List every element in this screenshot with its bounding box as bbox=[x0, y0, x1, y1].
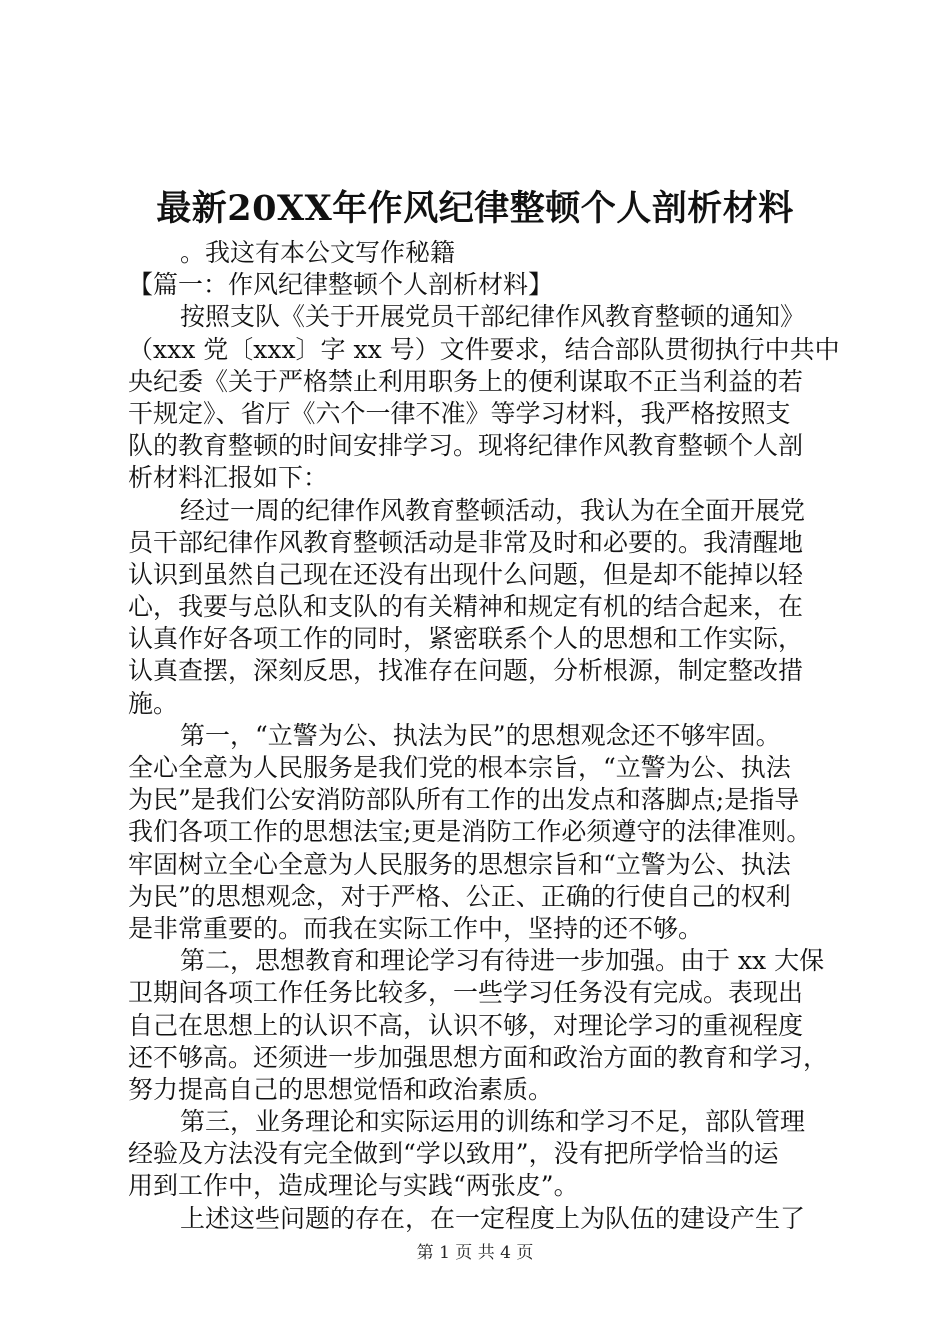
body-line: 经验及方法没有完全做到“学以致用”，没有把所学恰当的运 bbox=[128, 1139, 779, 1169]
body-line: 队的教育整顿的时间安排学习。现将纪律作风教育整顿个人剖 bbox=[128, 431, 804, 461]
body-line: 员干部纪律作风教育整顿活动是非常及时和必要的。我清醒地 bbox=[128, 527, 804, 557]
document-title: 最新20XX年作风纪律整顿个人剖析材料 bbox=[156, 188, 794, 229]
body-line: 央纪委《关于严格禁止利用职务上的便利谋取不正当利益的若 bbox=[128, 366, 804, 396]
body-line: 认识到虽然自己现在还没有出现什么问题，但是却不能掉以轻 bbox=[128, 559, 804, 589]
body-line: 全心全意为人民服务是我们党的根本宗旨，“立警为公、执法 bbox=[128, 753, 791, 782]
body-line: 施。 bbox=[128, 688, 179, 718]
body-line: 干规定》、省厅《六个一律不准》等学习材料，我严格按照支 bbox=[128, 398, 791, 428]
body-line: 卫期间各项工作任务比较多，一些学习任务没有完成。表现出 bbox=[128, 978, 804, 1008]
body-line: 为民”是我们公安消防部队所有工作的出发点和落脚点;是指导 bbox=[128, 785, 800, 815]
body-line: 第一，“立警为公、执法为民”的思想观念还不够牢固。 bbox=[180, 720, 781, 750]
body-line: 按照支队《关于开展党员干部纪律作风教育整顿的通知》 bbox=[180, 302, 806, 332]
page-number-footer: 第 1 页 共 4 页 bbox=[416, 1243, 534, 1263]
body-line: （xxx 党〔xxx〕字 xx 号）文件要求，结合部队贯彻执行中共中 bbox=[128, 334, 840, 364]
body-line: 我们各项工作的思想法宝;更是消防工作必须遵守的法律准则。 bbox=[128, 817, 812, 847]
body-line: 还不够高。还须进一步加强思想方面和政治方面的教育和学习， bbox=[128, 1042, 829, 1072]
body-line: 析材料汇报如下： bbox=[128, 463, 329, 493]
body-line: 心，我要与总队和支队的有关精神和规定有机的结合起来，在 bbox=[128, 592, 804, 622]
body-line: 经过一周的纪律作风教育整顿活动，我认为在全面开展党 bbox=[180, 495, 806, 525]
body-line: 为民”的思想观念，对于严格、公正、正确的行使自己的权利 bbox=[128, 881, 791, 911]
body-line: 自己在思想上的认识不高，认识不够，对理论学习的重视程度 bbox=[128, 1010, 804, 1040]
document-body bbox=[128, 237, 840, 1235]
body-line: 【篇一：作风纪律整顿个人剖析材料】 bbox=[128, 270, 554, 300]
body-line: 第三，业务理论和实际运用的训练和学习不足，部队管理 bbox=[180, 1107, 806, 1137]
body-line: 。我这有本公文写作秘籍 bbox=[180, 238, 456, 267]
body-line: 牢固树立全心全意为人民服务的思想宗旨和“立警为公、执法 bbox=[128, 849, 791, 879]
body-line: 认真作好各项工作的同时，紧密联系个人的思想和工作实际， bbox=[128, 624, 804, 654]
body-line: 是非常重要的。而我在实际工作中，坚持的还不够。 bbox=[128, 913, 704, 943]
body-line: 第二，思想教育和理论学习有待进一步加强。由于 xx 大保 bbox=[180, 946, 825, 976]
body-line: 上述这些问题的存在，在一定程度上为队伍的建设产生了 bbox=[180, 1203, 806, 1233]
body-line: 用到工作中，造成理论与实践“两张皮”。 bbox=[128, 1171, 579, 1201]
body-line: 努力提高自己的思想觉悟和政治素质。 bbox=[128, 1074, 554, 1104]
body-line: 认真查摆，深刻反思，找准存在问题，分析根源，制定整改措 bbox=[128, 656, 804, 686]
